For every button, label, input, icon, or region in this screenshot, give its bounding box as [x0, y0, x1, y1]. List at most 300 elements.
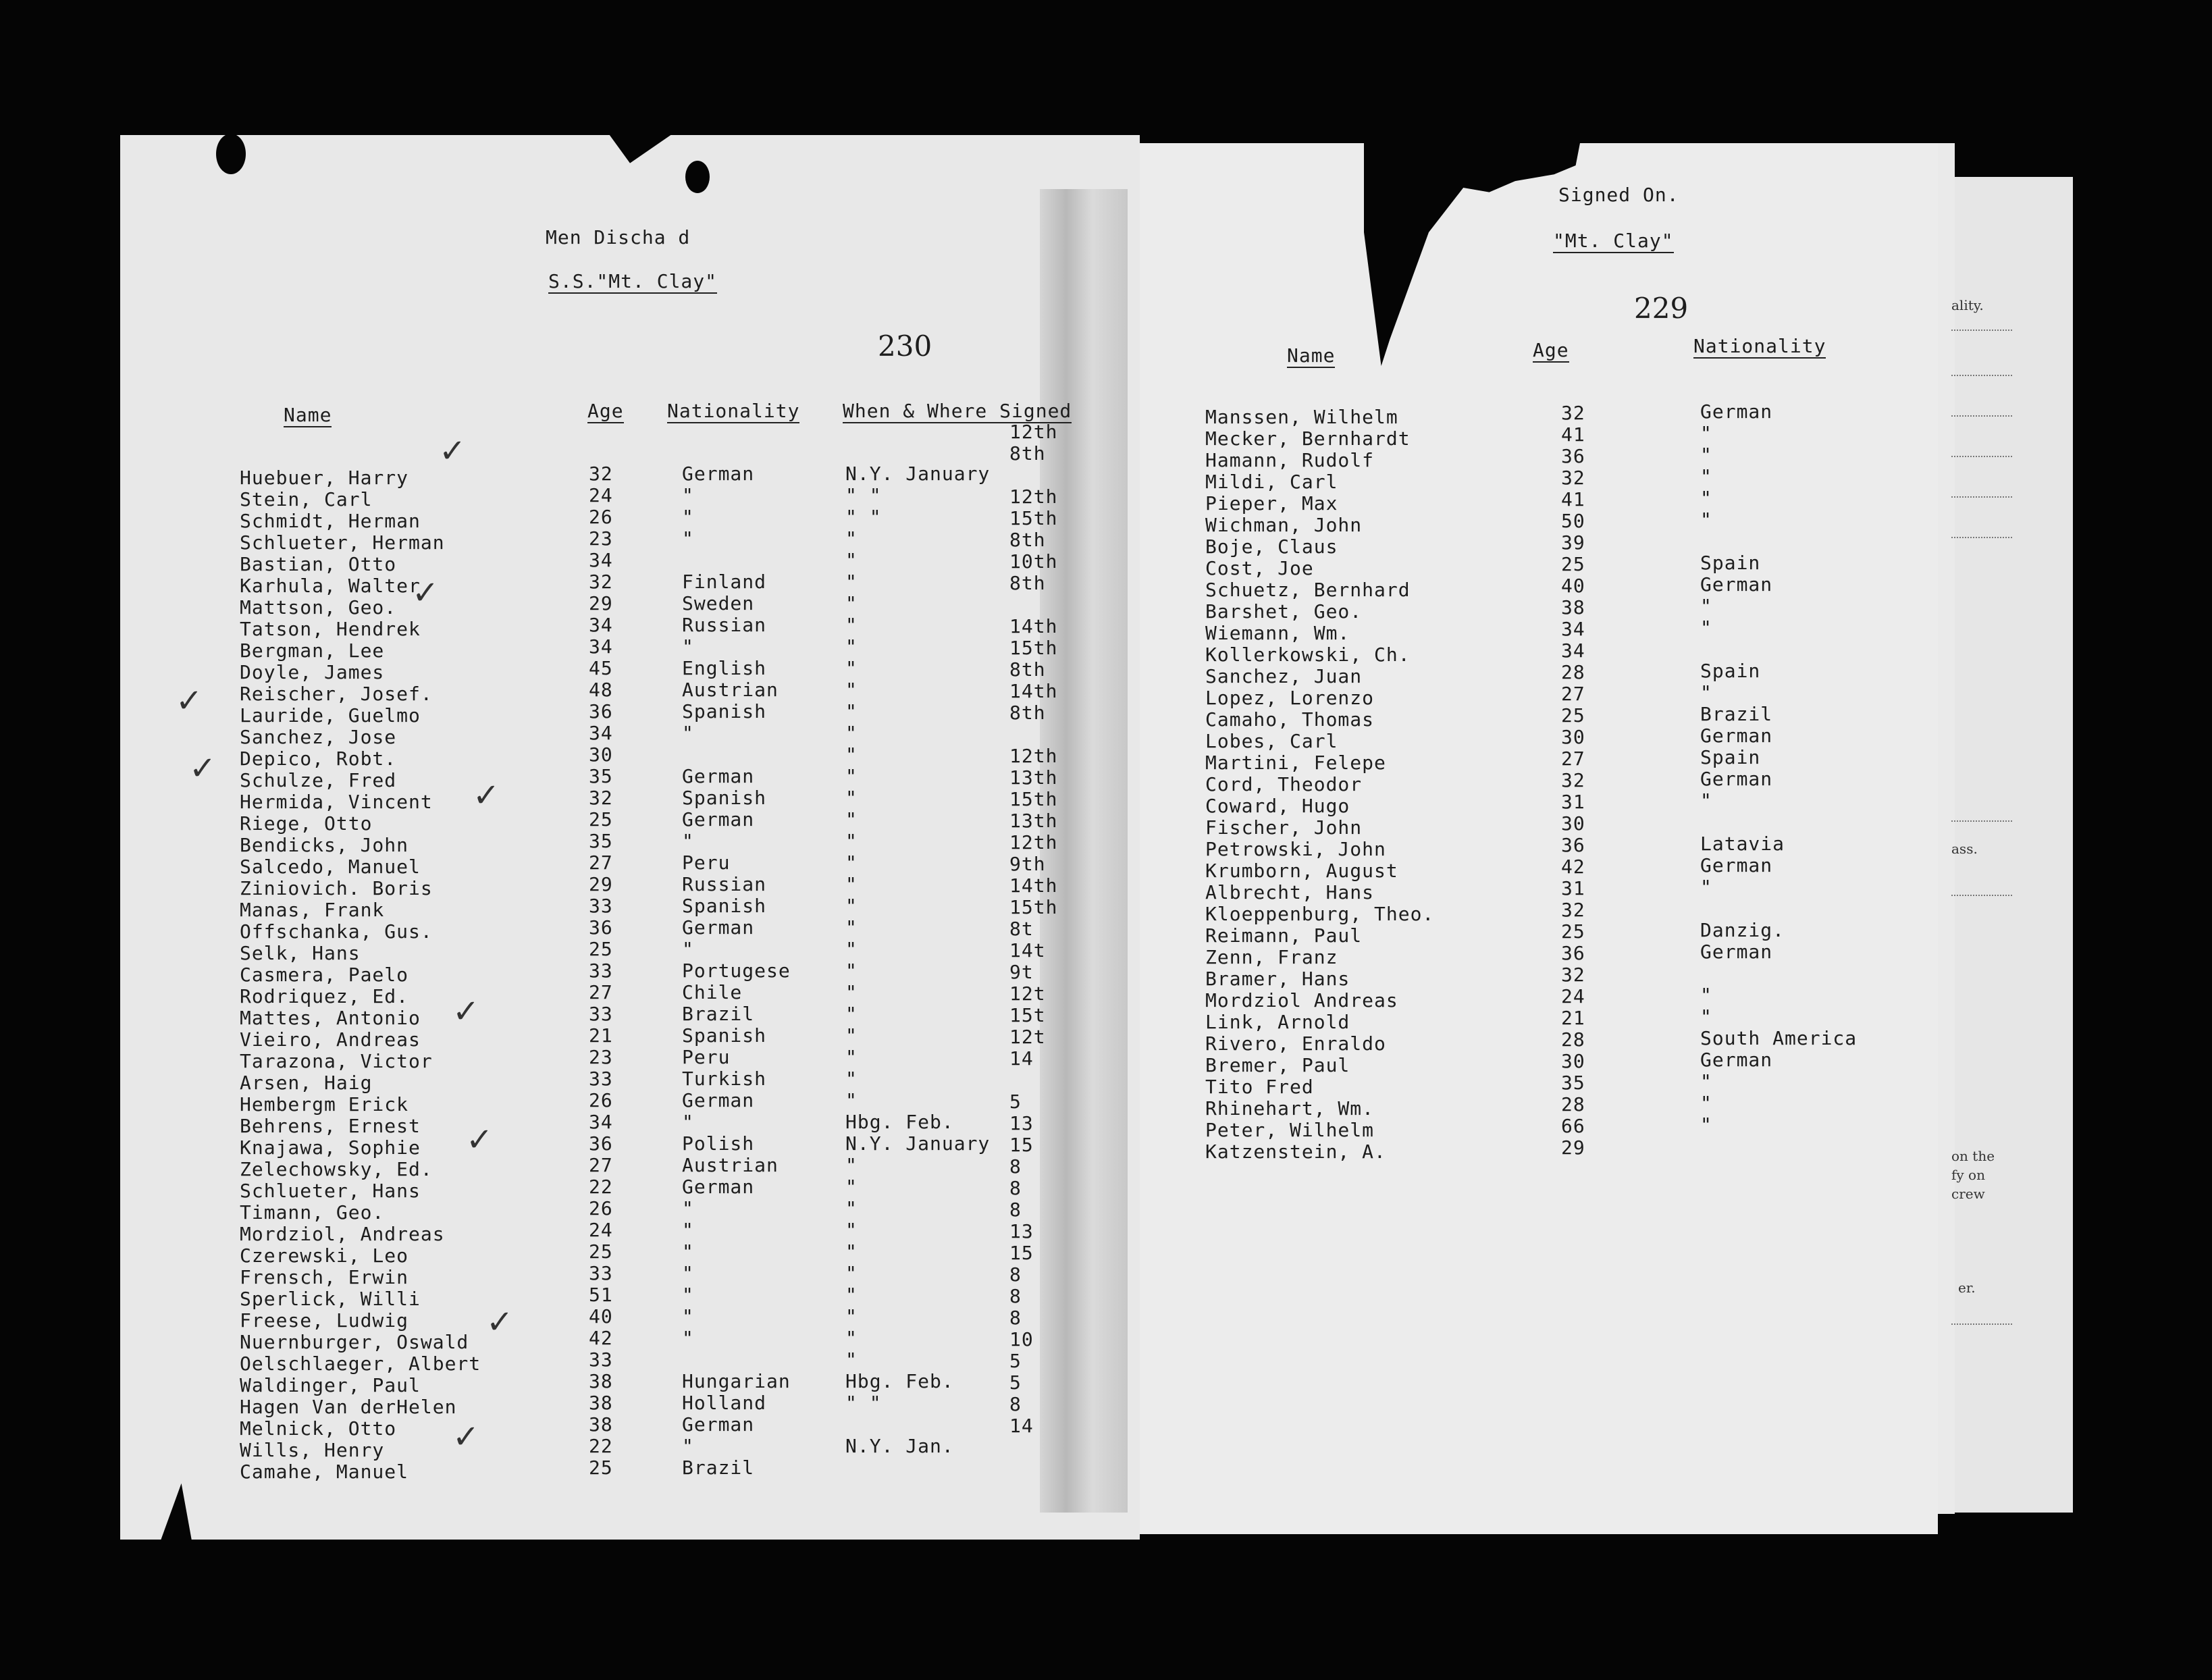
right-age-cell: 25: [1561, 704, 1585, 727]
left-name-cell: Bendicks, John: [240, 834, 409, 856]
left-where-signed-cell: N.Y. January: [845, 1132, 991, 1155]
dotted-line: [1951, 415, 2012, 417]
left-age-cell: 21: [589, 1024, 613, 1047]
dotted-line: [1951, 330, 2012, 331]
left-day-cell: 14th: [1009, 874, 1058, 897]
right-name-cell: Sanchez, Juan: [1205, 665, 1363, 687]
left-age-cell: 38: [589, 1392, 613, 1414]
right-nationality-cell: German: [1700, 1049, 1773, 1071]
left-age-cell: 51: [589, 1284, 613, 1306]
left-nationality-cell: ": [682, 1284, 694, 1306]
left-day-cell: 13: [1009, 1112, 1034, 1134]
right-nationality-cell: German: [1700, 768, 1773, 790]
left-nationality-cell: ": [682, 1327, 694, 1349]
left-age-cell: 22: [589, 1176, 613, 1198]
dotted-line: [1951, 1323, 2012, 1325]
left-name-cell: Zelechowsky, Ed.: [240, 1158, 433, 1180]
left-age-cell: 32: [589, 571, 613, 593]
right-name-cell: Kloeppenburg, Theo.: [1205, 903, 1435, 925]
right-age-cell: 29: [1561, 1136, 1585, 1159]
left-day-cell: 12th: [1009, 421, 1058, 443]
left-age-cell: 38: [589, 1413, 613, 1436]
left-where-signed-cell: ": [845, 830, 858, 852]
left-age-cell: 26: [589, 1089, 613, 1111]
right-age-cell: 31: [1561, 877, 1585, 899]
left-name-cell: Behrens, Ernest: [240, 1115, 421, 1137]
dotted-line: [1951, 537, 2012, 538]
left-age-cell: 23: [589, 1046, 613, 1068]
right-age-cell: 36: [1561, 942, 1585, 964]
left-where-signed-cell: ": [845, 1197, 858, 1219]
left-day-cell: 5: [1009, 1371, 1022, 1394]
right-age-cell: 32: [1561, 769, 1585, 791]
right-nationality-cell: ": [1700, 1070, 1712, 1093]
left-where-signed-cell: ": [845, 808, 858, 831]
right-age-cell: 32: [1561, 899, 1585, 921]
right-age-cell: 24: [1561, 985, 1585, 1007]
right-age-cell: 36: [1561, 445, 1585, 467]
left-day-cell: 8th: [1009, 572, 1046, 594]
left-age-cell: 24: [589, 1219, 613, 1241]
left-nationality-cell: ": [682, 722, 694, 744]
right-nationality-cell: German: [1700, 400, 1773, 423]
right-age-cell: 28: [1561, 661, 1585, 683]
left-age-cell: 25: [589, 1456, 613, 1479]
left-where-signed-cell: ": [845, 981, 858, 1003]
left-nationality-cell: Finland: [682, 571, 767, 593]
left-age-cell: 27: [589, 981, 613, 1003]
left-day-cell: 8: [1009, 1307, 1022, 1329]
right-name-cell: Tito Fred: [1205, 1076, 1314, 1098]
left-day-cell: 12t: [1009, 1026, 1046, 1048]
left-nationality-cell: Sweden: [682, 592, 755, 614]
left-where-signed-cell: Hbg. Feb.: [845, 1370, 954, 1392]
left-header-when-signed: When & Where Signed: [843, 400, 1072, 422]
left-where-signed-cell: [845, 1414, 990, 1436]
left-day-cell: 14: [1009, 1047, 1034, 1070]
right-name-cell: Wiemann, Wm.: [1205, 622, 1350, 644]
left-day-cell: 12th: [1009, 745, 1058, 767]
left-name-cell: Sperlick, Willi: [240, 1288, 421, 1310]
right-name-cell: Fischer, John: [1205, 816, 1363, 839]
left-nationality-cell: German: [682, 1089, 755, 1111]
left-age-cell: 48: [589, 679, 613, 701]
left-nationality-cell: German: [682, 1176, 755, 1198]
left-day-cell: 5: [1009, 1350, 1022, 1372]
left-nationality-cell: ": [682, 1305, 694, 1328]
left-nationality-cell: German: [682, 1413, 755, 1436]
left-where-signed-cell: ": [845, 1089, 858, 1111]
left-header-age: Age: [587, 400, 624, 422]
right-name-cell: Pieper, Max: [1205, 492, 1338, 515]
left-name-cell: Waldinger, Paul: [240, 1374, 421, 1396]
left-where-signed-cell: ": [845, 635, 858, 658]
left-nationality-cell: ": [682, 1240, 694, 1263]
left-name-cell: Salcedo, Manuel: [240, 856, 421, 878]
left-name-cell: Arsen, Haig: [240, 1072, 373, 1094]
left-name-cell: Schlueter, Herman: [240, 531, 445, 554]
left-page-number: 230: [878, 330, 932, 363]
right-name-cell: Schuetz, Bernhard: [1205, 579, 1411, 601]
left-nationality-cell: Spanish: [682, 895, 767, 917]
left-nationality-cell: ": [682, 527, 694, 550]
right-nationality-cell: ": [1700, 487, 1712, 509]
edge-fragment: on the: [1951, 1148, 1995, 1164]
left-where-signed-cell: ": [845, 873, 858, 895]
right-nationality-cell: ": [1700, 422, 1712, 444]
left-where-signed-cell: ": [845, 1305, 858, 1328]
dotted-line: [1951, 456, 2012, 457]
left-name-cell: Melnick, Otto: [240, 1417, 397, 1440]
left-where-signed-cell: " ": [845, 1392, 882, 1414]
left-name-cell: Nuernburger, Oswald: [240, 1331, 469, 1353]
right-nationality-cell: ": [1700, 595, 1712, 617]
left-age-cell: 36: [589, 1132, 613, 1155]
right-nationality-cell: ": [1700, 789, 1712, 812]
check-mark: ✓: [466, 1121, 494, 1159]
left-where-signed-cell: N.Y. Jan.: [845, 1435, 954, 1457]
right-nationality-cell: ": [1700, 1113, 1712, 1136]
right-age-cell: 36: [1561, 834, 1585, 856]
right-nationality-cell: ": [1700, 681, 1712, 704]
left-nationality-cell: Chile: [682, 981, 743, 1003]
right-name-cell: Bremer, Paul: [1205, 1054, 1350, 1076]
left-header-nationality: Nationality: [667, 400, 800, 422]
left-where-signed-cell: ": [845, 895, 858, 917]
left-nationality-cell: [682, 550, 791, 571]
right-nationality-cell: ": [1700, 508, 1712, 531]
check-mark: ✓: [412, 574, 440, 612]
left-day-cell: 8: [1009, 1199, 1022, 1221]
right-nationality-cell: German: [1700, 941, 1773, 963]
right-age-cell: 27: [1561, 747, 1585, 770]
check-mark: ✓: [486, 1303, 514, 1341]
left-day-cell: 8: [1009, 1393, 1022, 1415]
left-nationality-cell: Russian: [682, 614, 767, 636]
check-mark: ✓: [473, 777, 500, 814]
left-where-column: [845, 463, 990, 1479]
left-name-cell: Vieiro, Andreas: [240, 1028, 421, 1051]
left-where-signed-cell: ": [845, 1046, 858, 1068]
left-age-cell: 26: [589, 1197, 613, 1219]
left-where-signed-cell: ": [845, 743, 858, 766]
left-age-cell: 29: [589, 873, 613, 895]
left-nationality-cell: ": [682, 1197, 694, 1219]
left-age-cell: 30: [589, 743, 613, 766]
left-day-cell: 10: [1009, 1328, 1034, 1350]
left-day-cell: [1009, 1070, 1057, 1091]
left-days-column: [1009, 421, 1057, 1437]
left-age-cell: 25: [589, 938, 613, 960]
right-nationality-cell: Spain: [1700, 746, 1761, 768]
left-nationality-cell: ": [682, 1435, 694, 1457]
left-where-signed-cell: ": [845, 960, 858, 982]
right-name-cell: Barshet, Geo.: [1205, 600, 1363, 623]
left-nationality-cell: Spanish: [682, 700, 767, 723]
left-age-cell: 34: [589, 549, 613, 571]
left-day-cell: 13: [1009, 1220, 1034, 1242]
left-name-cell: Czerewski, Leo: [240, 1244, 409, 1267]
left-nationality-cell: German: [682, 916, 755, 939]
right-name-cell: Lobes, Carl: [1205, 730, 1338, 752]
left-name-cell: Wills, Henry: [240, 1439, 385, 1461]
right-age-cell: 38: [1561, 596, 1585, 619]
left-age-cell: 25: [589, 808, 613, 831]
left-where-signed-cell: [845, 1457, 990, 1479]
right-nationality-cell: ": [1700, 1005, 1712, 1028]
left-nationality-cell: Peru: [682, 851, 731, 874]
right-age-cell: 34: [1561, 639, 1585, 662]
left-where-signed-cell: ": [845, 765, 858, 787]
left-nationality-cell: Spanish: [682, 787, 767, 809]
left-age-cell: 33: [589, 895, 613, 917]
left-age-cell: 34: [589, 614, 613, 636]
left-where-signed-cell: ": [845, 1154, 858, 1176]
check-mark: ✓: [452, 1418, 480, 1456]
right-age-cell: 31: [1561, 791, 1585, 813]
right-name-cell: Mordziol Andreas: [1205, 989, 1398, 1012]
left-day-cell: 8th: [1009, 658, 1046, 681]
right-age-cell: 32: [1561, 467, 1585, 489]
right-name-cell: Zenn, Franz: [1205, 946, 1338, 968]
left-day-cell: 14th: [1009, 680, 1058, 702]
right-nationality-cell: Danzig.: [1700, 919, 1785, 941]
left-age-cell: 33: [589, 960, 613, 982]
right-age-cell: 32: [1561, 964, 1585, 986]
left-age-cell: 25: [589, 1240, 613, 1263]
left-name-cell: Mattes, Antonio: [240, 1007, 421, 1029]
right-age-cell: 25: [1561, 920, 1585, 943]
left-nationality-cell: ": [682, 635, 694, 658]
left-age-cell: 35: [589, 830, 613, 852]
left-where-signed-cell: ": [845, 1068, 858, 1090]
left-day-cell: 15th: [1009, 788, 1058, 810]
right-age-cell: 27: [1561, 683, 1585, 705]
left-name-cell: Lauride, Guelmo: [240, 704, 421, 727]
left-name-cell: Oelschlaeger, Albert: [240, 1353, 481, 1375]
left-name-cell: Schlueter, Hans: [240, 1180, 421, 1202]
left-name-cell: Casmera, Paelo: [240, 964, 409, 986]
left-nationality-cell: ": [682, 1111, 694, 1133]
left-age-cell: 33: [589, 1348, 613, 1371]
right-name-cell: Link, Arnold: [1205, 1011, 1350, 1033]
left-age-cell: 22: [589, 1435, 613, 1457]
left-name-cell: Schulze, Fred: [240, 769, 397, 791]
left-nationality-cell: Russian: [682, 873, 767, 895]
right-nationality-cell: ": [1700, 465, 1712, 488]
left-name-cell: Knajawa, Sophie: [240, 1136, 421, 1159]
left-names-column: [240, 467, 481, 1483]
left-age-cell: 34: [589, 722, 613, 744]
right-age-cell: 35: [1561, 1072, 1585, 1094]
left-age-cell: 40: [589, 1305, 613, 1328]
right-name-cell: Rivero, Enraldo: [1205, 1032, 1386, 1055]
right-nationality-cell: [1700, 812, 1857, 833]
left-nationality-cell: ": [682, 484, 694, 506]
right-name-cell: Peter, Wilhelm: [1205, 1119, 1375, 1141]
left-where-signed-cell: ": [845, 938, 858, 960]
left-where-signed-cell: ": [845, 549, 858, 571]
left-age-cell: 24: [589, 484, 613, 506]
left-age-cell: 27: [589, 1154, 613, 1176]
right-name-cell: Boje, Claus: [1205, 535, 1338, 558]
right-age-cell: 25: [1561, 553, 1585, 575]
left-day-cell: 10th: [1009, 550, 1058, 573]
left-day-cell: 12th: [1009, 485, 1058, 508]
left-nationality-cell: Spanish: [682, 1024, 767, 1047]
left-name-cell: Camahe, Manuel: [240, 1461, 409, 1483]
left-nationality-cell: English: [682, 657, 767, 679]
left-name-cell: Offschanka, Gus.: [240, 920, 433, 943]
left-where-signed-cell: ": [845, 851, 858, 874]
right-name-cell: Albrecht, Hans: [1205, 881, 1375, 903]
right-nationality-cell: German: [1700, 854, 1773, 876]
right-age-cell: 50: [1561, 510, 1585, 532]
left-nationality-cell: German: [682, 463, 755, 485]
left-name-cell: Riege, Otto: [240, 812, 373, 835]
left-name-cell: Huebuer, Harry: [240, 467, 409, 489]
left-title: Men Discha d: [546, 226, 691, 248]
punch-hole: [216, 134, 246, 174]
right-nationality-column: [1700, 401, 1857, 1157]
left-name-cell: Schmidt, Herman: [240, 510, 421, 532]
right-age-cell: 42: [1561, 856, 1585, 878]
left-day-cell: 15: [1009, 1134, 1034, 1156]
right-nationality-cell: ": [1700, 444, 1712, 466]
left-nationality-cell: ": [682, 830, 694, 852]
left-where-signed-cell: ": [845, 1262, 858, 1284]
left-where-signed-cell: ": [845, 614, 858, 636]
left-name-cell: Rodriquez, Ed.: [240, 985, 409, 1007]
left-age-cell: 32: [589, 787, 613, 809]
left-day-cell: 9th: [1009, 853, 1046, 875]
left-where-signed-cell: " ": [845, 484, 882, 506]
left-age-cell: 33: [589, 1003, 613, 1025]
left-where-signed-cell: ": [845, 916, 858, 939]
right-nationality-cell: Spain: [1700, 660, 1761, 682]
left-where-signed-cell: " ": [845, 506, 882, 528]
left-name-cell: Tarazona, Victor: [240, 1050, 433, 1072]
left-where-signed-cell: ": [845, 1219, 858, 1241]
right-name-cell: Lopez, Lorenzo: [1205, 687, 1375, 709]
edge-fragment: crew: [1951, 1186, 1985, 1202]
left-where-signed-cell: ": [845, 679, 858, 701]
right-nationality-cell: German: [1700, 573, 1773, 596]
left-nationality-cell: ": [682, 1262, 694, 1284]
check-mark: ✓: [452, 993, 480, 1030]
left-name-cell: Doyle, James: [240, 661, 385, 683]
check-mark: ✓: [189, 750, 217, 787]
right-nationality-cell: German: [1700, 725, 1773, 747]
right-age-cell: 21: [1561, 1007, 1585, 1029]
left-name-cell: Depico, Robt.: [240, 747, 397, 770]
check-mark: ✓: [176, 682, 203, 720]
right-name-cell: Bramer, Hans: [1205, 968, 1350, 990]
left-age-cell: 38: [589, 1370, 613, 1392]
left-nationality-cell: German: [682, 765, 755, 787]
right-nationality-cell: [1700, 531, 1857, 552]
left-where-signed-cell: ": [845, 1327, 858, 1349]
left-day-cell: 8th: [1009, 529, 1046, 551]
right-nationality-cell: ": [1700, 1092, 1712, 1114]
right-title: Signed On.: [1558, 184, 1679, 206]
left-nationality-cell: ": [682, 506, 694, 528]
left-where-signed-cell: ": [845, 1284, 858, 1306]
right-age-cell: 28: [1561, 1028, 1585, 1051]
right-page-number: 229: [1634, 292, 1689, 325]
right-age-cell: 40: [1561, 575, 1585, 597]
left-name-cell: Timann, Geo.: [240, 1201, 385, 1224]
check-mark: ✓: [439, 432, 467, 470]
right-name-cell: Manssen, Wilhelm: [1205, 406, 1398, 428]
left-day-cell: 15th: [1009, 896, 1058, 918]
left-day-cell: 15: [1009, 1242, 1034, 1264]
left-name-cell: Stein, Carl: [240, 488, 373, 510]
left-age-cell: 27: [589, 851, 613, 874]
right-nationality-cell: Spain: [1700, 552, 1761, 574]
right-name-cell: Mecker, Bernhardt: [1205, 427, 1411, 450]
right-name-cell: Camaho, Thomas: [1205, 708, 1375, 731]
left-day-cell: 8: [1009, 1155, 1022, 1178]
left-name-cell: Freese, Ludwig: [240, 1309, 409, 1332]
left-where-signed-cell: ": [845, 527, 858, 550]
left-nationality-cell: ": [682, 1219, 694, 1241]
left-name-cell: Karhula, Walter: [240, 575, 421, 597]
left-day-cell: 15th: [1009, 507, 1058, 529]
left-day-cell: 8: [1009, 1285, 1022, 1307]
left-name-cell: Selk, Hans: [240, 942, 361, 964]
left-name-cell: Hermida, Vincent: [240, 791, 433, 813]
dotted-line: [1951, 820, 2012, 822]
right-nationality-cell: ": [1700, 984, 1712, 1006]
left-age-cell: 33: [589, 1068, 613, 1090]
left-nationality-cell: Portugese: [682, 960, 791, 982]
left-day-cell: 8th: [1009, 702, 1046, 724]
right-nationality-cell: ": [1700, 616, 1712, 639]
left-age-cell: 29: [589, 592, 613, 614]
right-ship-name: "Mt. Clay": [1553, 230, 1674, 252]
left-name-cell: Bergman, Lee: [240, 639, 385, 662]
edge-fragment: ality.: [1951, 297, 1984, 313]
left-nationality-cell: Austrian: [682, 1154, 779, 1176]
left-where-signed-cell: ": [845, 592, 858, 614]
left-day-cell: 13th: [1009, 810, 1058, 832]
left-age-cell: 34: [589, 1111, 613, 1133]
right-name-cell: Wichman, John: [1205, 514, 1363, 536]
right-name-cell: Petrowski, John: [1205, 838, 1386, 860]
left-day-cell: [1009, 724, 1057, 745]
left-day-cell: 14th: [1009, 615, 1058, 637]
right-nationality-cell: South America: [1700, 1027, 1858, 1049]
right-names-column: [1205, 406, 1434, 1163]
left-nationality-cell: German: [682, 808, 755, 831]
edge-fragment: fy on: [1951, 1167, 1985, 1183]
left-where-signed-cell: ": [845, 722, 858, 744]
right-nationality-cell: Brazil: [1700, 703, 1773, 725]
left-name-cell: Hagen Van derHelen: [240, 1396, 457, 1418]
right-header-nationality: Nationality: [1693, 335, 1826, 357]
right-name-cell: Mildi, Carl: [1205, 471, 1338, 493]
left-nationality-cell: Hungarian: [682, 1370, 791, 1392]
left-age-cell: 45: [589, 657, 613, 679]
left-day-cell: 8t: [1009, 918, 1034, 940]
left-day-cell: 8: [1009, 1263, 1022, 1286]
right-name-cell: Martini, Felepe: [1205, 752, 1386, 774]
left-name-cell: Bastian, Otto: [240, 553, 397, 575]
punch-hole: [685, 161, 710, 193]
left-day-cell: [1009, 594, 1057, 616]
left-day-cell: [1009, 465, 1057, 486]
